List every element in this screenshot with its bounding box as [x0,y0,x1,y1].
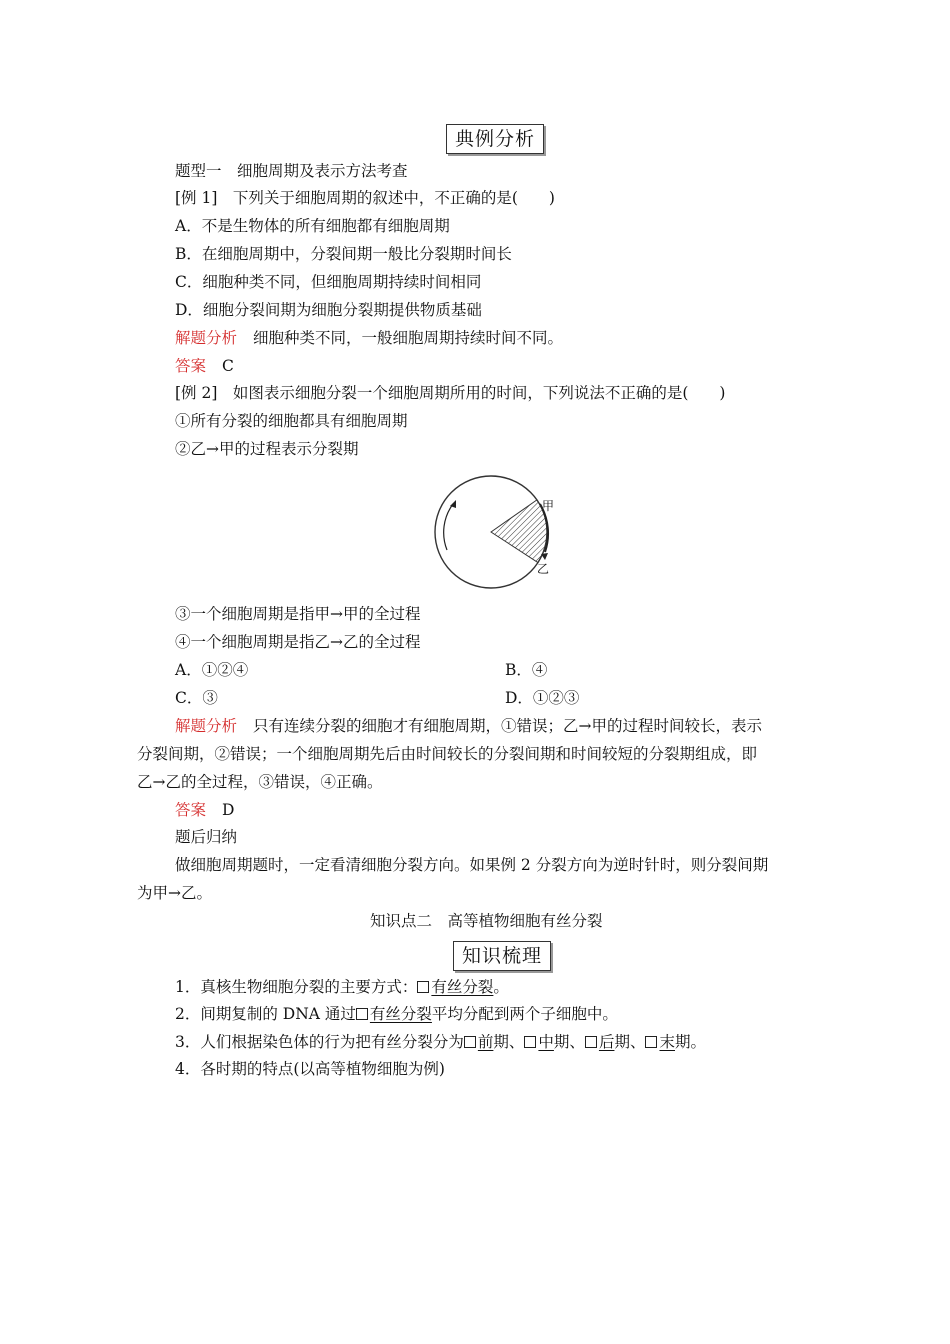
summary-line-2: 为甲→乙。 [137,884,212,902]
knowledge-point-title: 知识点二 高等植物细胞有丝分裂 [370,912,603,930]
blank-box [524,1036,536,1048]
blank-answer: 有丝分裂 [431,978,494,996]
example-2-analysis-line-3: 乙→乙的全过程，③错误，④正确。 [137,773,383,791]
blank-box [645,1036,657,1048]
example-2-option-d: D．①②③ [505,689,580,707]
example-2-option-b: B．④ [505,661,548,679]
blank-answer: 前 [477,1033,494,1051]
answer-value: C [222,357,234,375]
cell-cycle-diagram [425,468,565,594]
example-1-option-a: A．不是生物体的所有细胞都有细胞周期 [175,217,450,235]
example-1-option-c: C．细胞种类不同，但细胞周期持续时间相同 [175,273,482,291]
section-heading-knowledge: 知识梳理 [453,941,551,971]
answer-label: 答案 [175,801,207,819]
blank-box [417,981,429,993]
blank-answer: 后 [598,1033,615,1051]
blank-answer: 中 [538,1033,554,1051]
example-1-answer [175,355,234,377]
blank-box [356,1008,368,1020]
blank-answer: 末 [659,1033,675,1051]
example-2-option-a: A．①②④ [175,661,249,679]
analysis-label: 解题分析 [175,717,238,735]
list-item-3: 3．人们根据染色体的行为把有丝分裂分为 前期、 中期、 后期、 末期。 [175,1033,706,1051]
example-2-option-c: C．③ [175,689,218,707]
summary-title: 题后归纳 [175,828,238,846]
label-jia: 甲 [542,499,555,513]
blank-box [585,1036,597,1048]
analysis-text: 只有连续分裂的细胞才有细胞周期，①错误；乙→甲的过程时间较长，表示 [253,717,763,735]
analysis-text: 细胞种类不同，一般细胞周期持续时间不同。 [253,329,564,347]
example-1-option-d: D．细胞分裂间期为细胞分裂期提供物质基础 [175,301,482,319]
example-2-analysis-line-1 [175,715,762,737]
blank-answer: 有丝分裂 [369,1005,432,1023]
example-2-statement-2: ②乙→甲的过程表示分裂期 [175,440,359,458]
example-2-statement-4: ④一个细胞周期是指乙→乙的全过程 [175,633,421,651]
example-1-option-b: B．在细胞周期中，分裂间期一般比分裂期时间长 [175,245,512,263]
answer-value: D [222,801,235,819]
list-item-4: 4．各时期的特点(以高等植物细胞为例) [175,1060,445,1078]
example-2-statement-1: ①所有分裂的细胞都具有细胞周期 [175,412,408,430]
division-phase-sector [491,500,547,563]
section-heading-examples: 典例分析 [446,124,544,154]
analysis-label: 解题分析 [175,329,238,347]
example-1-analysis [175,327,563,349]
example-2-analysis-line-2: 分裂间期，②错误；一个细胞周期先后由时间较长的分裂间期和时间较短的分裂期组成，即 [137,745,758,763]
summary-line-1: 做细胞周期题时，一定看清细胞分裂方向。如果例 2 分裂方向为逆时针时，则分裂间期 [175,856,769,874]
list-item-1: 1．真核生物细胞分裂的主要方式： 有丝分裂。 [175,978,509,996]
inner-arrow-arc [444,504,453,550]
example-1-question: [例 1] 下列关于细胞周期的叙述中，不正确的是( ) [175,189,555,207]
list-item-2: 2．间期复制的 DNA 通过 有丝分裂平均分配到两个子细胞中。 [175,1005,618,1023]
example-2-question: [例 2] 如图表示细胞分裂一个细胞周期所用的时间，下列说法不正确的是( ) [175,384,726,402]
blank-box [464,1036,476,1048]
answer-label: 答案 [175,357,207,375]
example-2-statement-3: ③一个细胞周期是指甲→甲的全过程 [175,605,421,623]
example-2-answer [175,799,234,821]
question-type-title: 题型一 细胞周期及表示方法考查 [175,162,408,180]
label-yi: 乙 [537,562,550,576]
